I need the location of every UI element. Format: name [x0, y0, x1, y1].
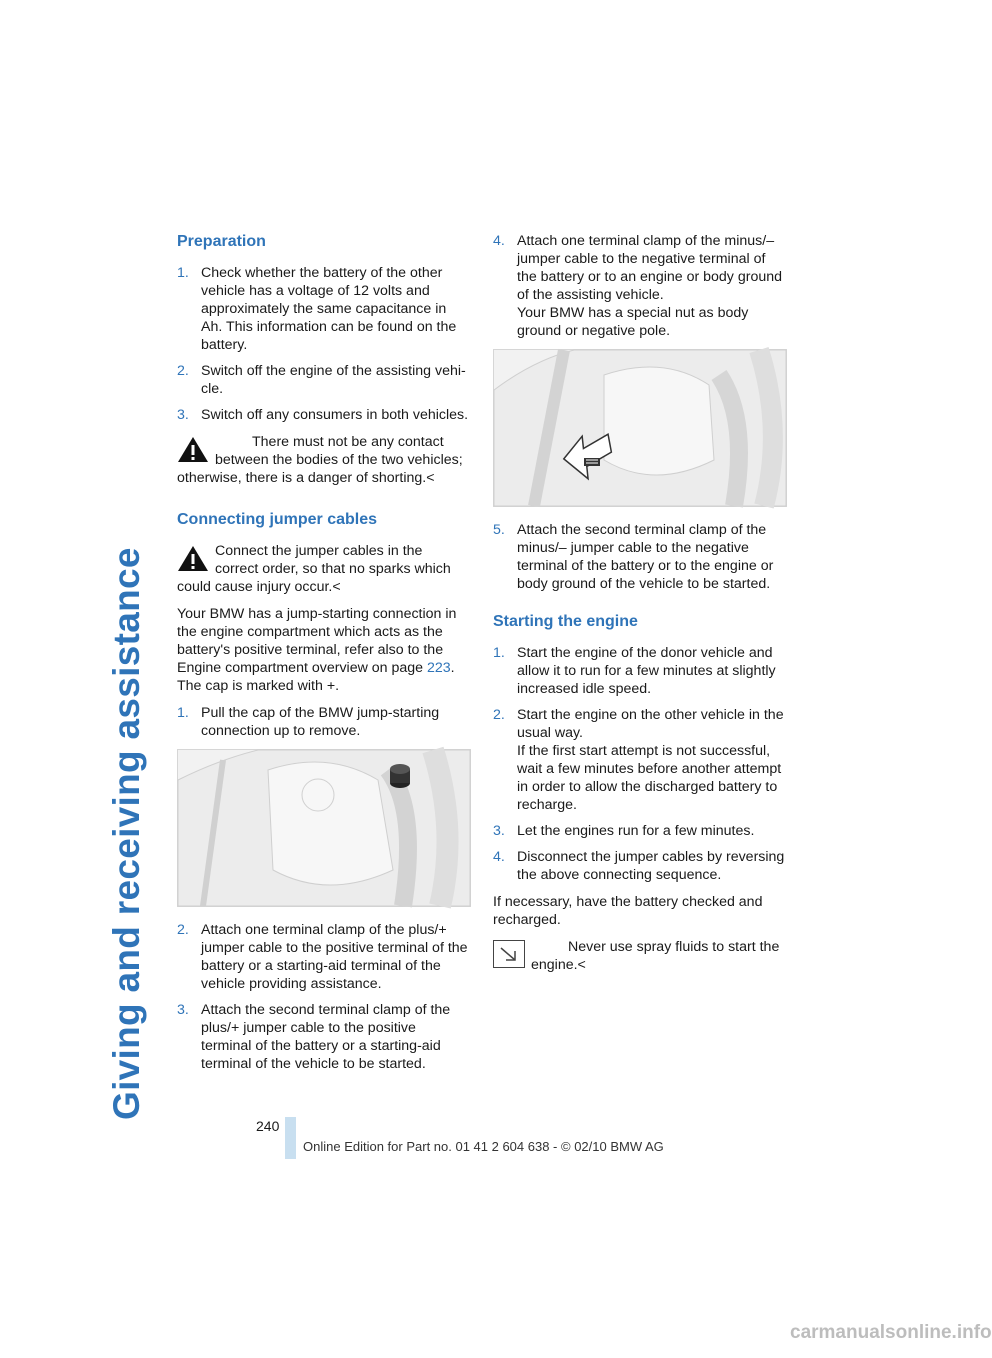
list-item: 3. Attach the second terminal clamp of the plus/+ jumper cable to the positive terminal of the battery or a starting-aid terminal of the vehicle to be started.: [177, 1002, 451, 1072]
warning-note-shorting: There must not be any contact between the bodies of the two vehicles; otherwise, there is a danger of shorting.<: [177, 434, 463, 486]
warning-triangle-icon: [177, 544, 209, 572]
intro-paragraph: Your BMW has a jump-starting connection in the engine compartment which acts as the battery's positive terminal, refer also to the Engine compartment overview on page 223. The cap is marked with +.: [177, 606, 457, 694]
starting-engine-heading: Starting the engine: [493, 613, 638, 630]
left-column: [177, 232, 469, 1082]
closing-paragraph: If necessary, have the battery checked and recharged.: [493, 894, 763, 928]
list-item: 2. Switch off the engine of the assisting vehicle.: [177, 363, 466, 397]
connecting-step-1: [177, 704, 469, 740]
watermark: carmanualsonline.info: [790, 1322, 992, 1343]
jump-start-cap-figure: [177, 749, 471, 907]
body-ground-nut-figure: [493, 349, 787, 507]
page-number: 240: [256, 1118, 280, 1134]
engine-compartment-illustration: [178, 750, 470, 906]
body-ground-illustration: [494, 350, 786, 506]
note-arrow-icon: [493, 940, 525, 968]
list-item: 4. Disconnect the jumper cables by reversing the above connecting sequence.: [493, 849, 785, 883]
list-item: 3. Let the engines run for a few minutes.: [493, 823, 755, 839]
right-column: [493, 232, 785, 983]
spray-fluid-note: Never use spray fluids to start the engine.<: [493, 938, 785, 974]
list-item: 2. Attach one terminal clamp of the plus/+ jumper cable to the positive terminal of the battery or a starting-aid terminal of the vehicle providing assistance.: [177, 922, 468, 992]
preparation-steps: [177, 264, 469, 424]
preparation-heading: Preparation: [177, 233, 266, 250]
list-item: 1. Check whether the battery of the other vehicle has a voltage of 12 volts and approximately the same capacitance in Ah. This information can be found on the battery.: [177, 265, 457, 353]
list-item: 1. Pull the cap of the BMW jump-starting connection up to remove.: [177, 705, 440, 739]
connecting-step-5: [493, 521, 785, 593]
starting-steps: [493, 644, 785, 884]
list-item: 4. Attach one terminal clamp of the minus/– jumper cable to the negative terminal of the battery or to an engine or body ground of the assisting vehicle. Your BMW has a special nut as body ground or negative pole.: [493, 233, 783, 339]
connecting-steps-2-3: [177, 921, 469, 1073]
list-item: 3. Switch off any consumers in both vehicles.: [177, 407, 469, 423]
page-reference-link[interactable]: 223: [427, 660, 451, 676]
footer-accent-bar: [285, 1117, 296, 1159]
side-section-title: Giving and receiving assistance: [106, 547, 147, 1120]
connecting-step-4: [493, 232, 785, 340]
list-item: 1. Start the engine of the donor vehicle and allow it to run for a few minutes at slightly increased idle speed.: [493, 645, 776, 697]
edition-line: Online Edition for Part no. 01 41 2 604 638 - © 02/10 BMW AG: [303, 1139, 664, 1154]
warning-triangle-icon: [177, 435, 209, 463]
list-item: 2. Start the engine on the other vehicle in the usual way. If the first start attempt is not successful, wait a few minutes before another attempt in order to allow the discharged battery to recharge.: [493, 707, 784, 813]
list-item: 5. Attach the second terminal clamp of the minus/– jumper cable to the negative terminal of the battery or to the engine or body ground of the vehicle to be started.: [493, 522, 774, 592]
warning-note-order: Connect the jumper cables in the correct order, so that no sparks which could cause injury occur.<: [177, 543, 451, 595]
connecting-heading: Connecting jumper cables: [177, 511, 378, 528]
